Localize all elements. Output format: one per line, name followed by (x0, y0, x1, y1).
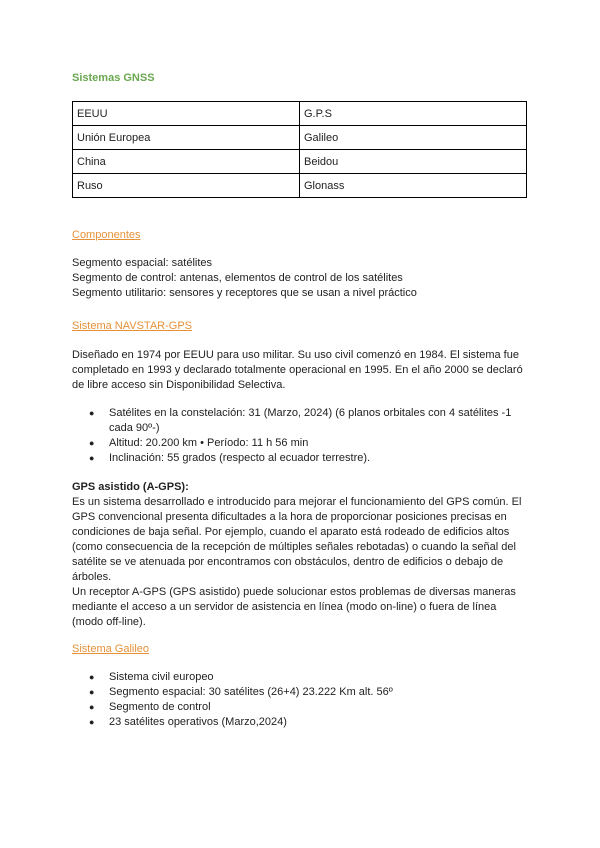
navstar-paragraph: Diseñado en 1974 por EEUU para uso militar. Su uso civil comenzó en 1984. El sistema fue completado en 1993 y declarado totalmente operacional en 1995. En el año 2000 se declaró de libre acceso sin Disponibilidad Selectiva. (72, 349, 523, 391)
list-item: ● Inclinación: 55 grados (respecto al ecuador terrestre). (72, 451, 528, 466)
list-item: ● Satélites en la constelación: 31 (Marzo, 2024) (6 planos orbitales con 4 satélites -1 cada 90º-) (72, 406, 528, 436)
table-cell: Beidou (300, 150, 527, 174)
agps-heading: GPS asistido (A-GPS): (72, 481, 189, 493)
table-row (73, 102, 527, 126)
agps-section (72, 480, 528, 630)
componentes-line: Segmento espacial: satélites (72, 257, 213, 269)
componentes-line: Segmento utilitario: sensores y receptores que se usan a nivel práctico (72, 287, 417, 299)
gnss-table (72, 101, 527, 198)
list-item: ● Segmento espacial: 30 satélites (26+4) 23.222 Km alt. 56º (72, 685, 528, 700)
table-cell: China (73, 150, 300, 174)
table-cell: EEUU (73, 102, 300, 126)
galileo-heading-link[interactable]: Sistema Galileo (72, 643, 150, 655)
table-cell: Galileo (300, 126, 527, 150)
table-cell: Ruso (73, 174, 300, 198)
table-row (73, 174, 527, 198)
list-item: ● Altitud: 20.200 km • Período: 11 h 56 min (72, 436, 528, 451)
table-cell: Glonass (300, 174, 527, 198)
componentes-heading-link[interactable]: Componentes (72, 229, 141, 241)
list-item: ● Segmento de control (72, 700, 528, 715)
table-cell: Unión Europea (73, 126, 300, 150)
galileo-bullet-list (72, 670, 528, 730)
list-item: ● Sistema civil europeo (72, 670, 528, 685)
componentes-line: Segmento de control: antenas, elementos de control de los satélites (72, 272, 403, 284)
table-row (73, 126, 527, 150)
agps-paragraph-2: Un receptor A-GPS (GPS asistido) puede solucionar estos problemas de diversas maneras mediante el acceso a un servidor de asistencia en línea (modo on-line) o fuera de línea (modo off-line). (72, 586, 516, 628)
agps-paragraph-1: Es un sistema desarrollado e introducido para mejorar el funcionamiento del GPS común. El GPS convencional presenta dificultades a la hora de proporcionar posiciones precisas en condiciones de baja señal. Por ejemplo, cuando el aparato está rodeado de edificios altos (como consecuencia de la recepción de múltiples señales rebotadas) o cuando la señal del satélite se ve atenuada por encontramos con obstáculos, dentro de edificios o debajo de árboles. (72, 496, 522, 583)
table-cell: G.P.S (300, 102, 527, 126)
componentes-list (72, 256, 528, 301)
navstar-bullet-list (72, 406, 528, 466)
list-item: ● 23 satélites operativos (Marzo,2024) (72, 715, 528, 730)
navstar-heading-link[interactable]: Sistema NAVSTAR-GPS (72, 320, 193, 332)
document-title: Sistemas GNSS (72, 72, 155, 84)
table-row (73, 150, 527, 174)
